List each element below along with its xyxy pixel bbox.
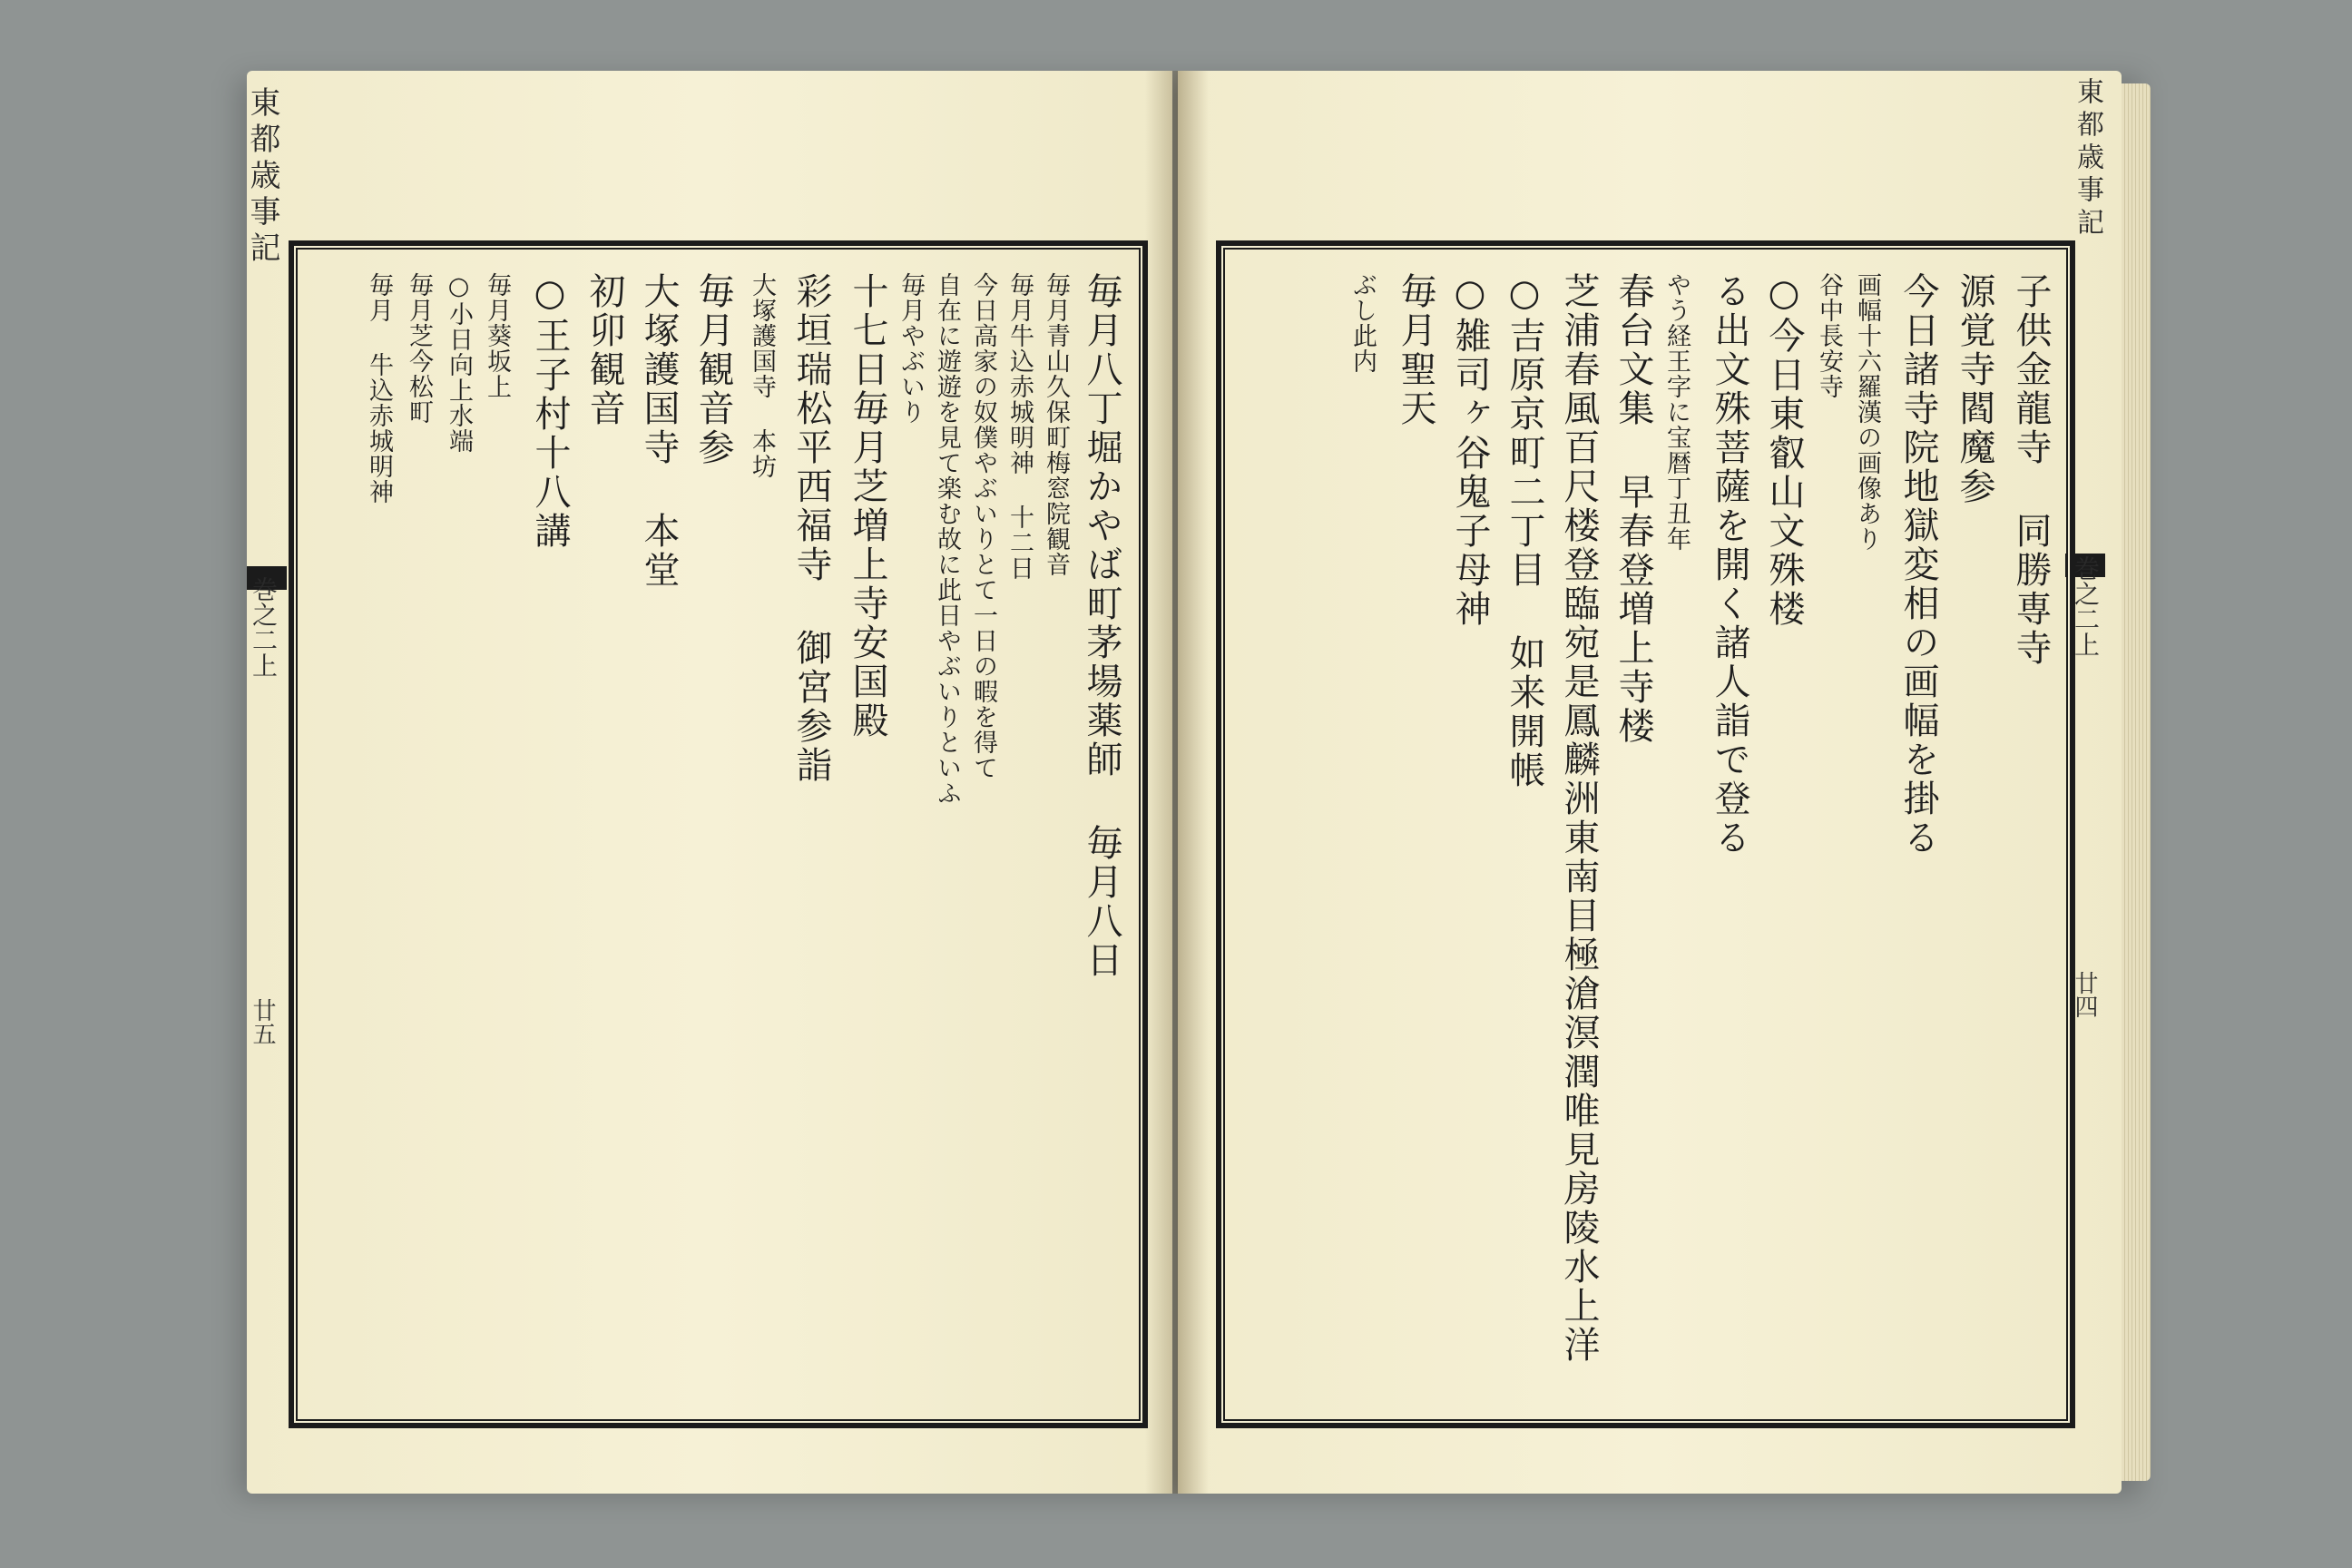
left-text-column: 毎月八丁堀かやば町茅場薬師 毎月八日 [1081,272,1122,980]
left-margin-title: 東都歳事記 [244,86,280,268]
left-text-column: 毎月葵坂上 [483,272,511,399]
left-text-column: 毎月芝今松町 [405,272,433,425]
page-edges [2122,83,2151,1481]
left-text-column: 毎月青山久保町梅窓院観音 [1042,272,1070,577]
left-volume-mark: 巻之二上 [249,576,279,678]
right-text-column: 谷中長安寺 [1815,272,1843,399]
right-text-column: る出文殊菩薩を開く諸人詣で登る [1709,272,1750,858]
right-margin-title: 東都歳事記 [2072,77,2103,240]
right-folio-number: 廿四 [2071,971,2098,1018]
left-text-column: ○小日向上水端 [445,272,473,454]
left-text-column: 毎月牛込赤城明神 十二日 [1005,272,1034,581]
left-text-column: 大塚護国寺 本坊 [748,272,776,479]
right-text-column: ぶし此内 [1348,272,1377,374]
left-text-column: 今日高家の奴僕やぶいりとて一日の暇を得て [969,272,997,780]
right-text-column: 源覚寺閻魔参 [1954,272,1995,506]
right-text-column: ○雑司ヶ谷鬼子母神 [1449,272,1491,629]
left-text-column: 大塚護国寺 本堂 [638,272,680,590]
book-gutter [1145,71,1209,1494]
left-text-column: 毎月 牛込赤城明神 [365,272,393,505]
right-text-column: 毎月聖天 [1395,272,1436,428]
left-text-column: 毎月やぶいり [897,272,925,425]
left-text-column: 彩垣瑞松平西福寺 御宮参詣 [790,272,832,785]
right-text-column: 春台文集 早春登増上寺楼 [1612,272,1654,746]
right-text-column: 子供金龍寺 同勝専寺 [2010,272,2052,668]
right-text-column: 画幅十六羅漢の画像あり [1853,272,1881,552]
left-text-column: 十七日毎月芝増上寺安国殿 [847,272,888,740]
right-text-column: やう経王字に宝暦丁丑年 [1662,272,1690,552]
right-text-column: 芝浦春風百尺楼登臨宛是鳳麟洲東南目極滄溟潤唯見房陵水上洋 [1558,272,1600,1365]
right-text-column: ○今日東叡山文殊楼 [1763,272,1805,629]
left-folio-number: 廿五 [249,998,276,1045]
right-text-column: 今日諸寺院地獄変相の画幅を掛る [1897,272,1939,858]
left-text-column: 毎月観音参 [692,272,734,467]
right-volume-mark: 巻之二上 [2071,555,2101,657]
left-text-column: 自在に遊遊を見て楽む故に此日やぶいりといふ [933,272,961,806]
left-text-column: 初卯観音 [583,272,625,428]
left-text-column: ○王子村十八講 [529,272,571,551]
right-text-column: ○吉原京町二丁目 如来開帳 [1504,272,1545,790]
